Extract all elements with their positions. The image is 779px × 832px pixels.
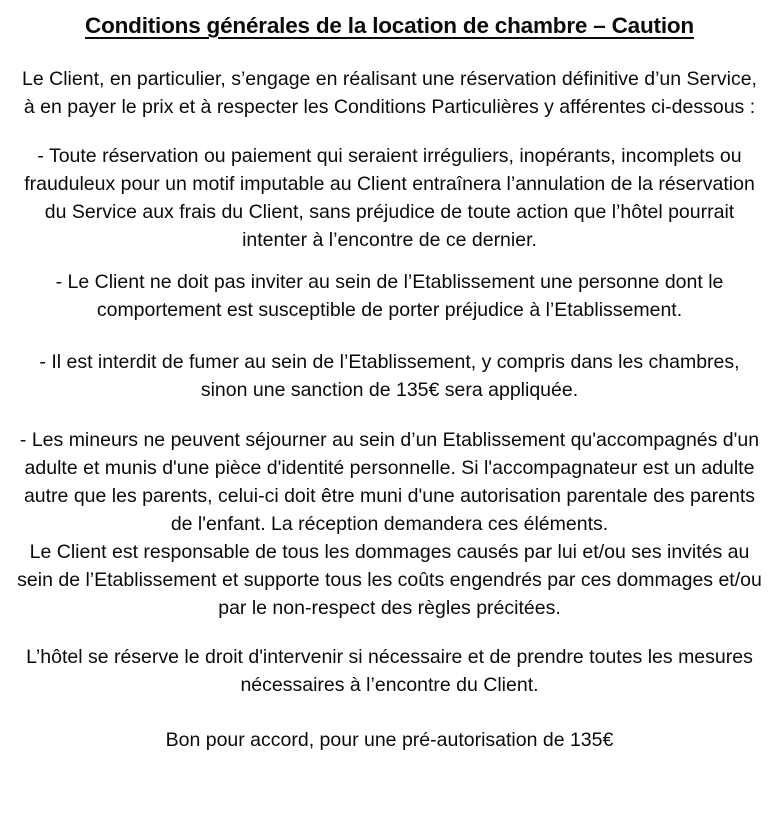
paragraph-clause-damages: Le Client est responsable de tous les dommages causés par lui et/ou ses invités au sein de l’Etablissement et supporte tous les coûts engendrés par ces dommages et/ou par le non-respect des règles précitées. (17, 541, 762, 619)
paragraph-clause-hotel-rights: L’hôtel se réserve le droit d'intervenir si nécessaire et de prendre toutes les mesures nécessaires à l’encontre du Client. (26, 646, 753, 696)
paragraph-clause-guests: - Le Client ne doit pas inviter au sein de l’Etablissement une personne dont le comportement est susceptible de porter préjudice à l’Etablissement. (55, 271, 724, 321)
paragraph-intro: Le Client, en particulier, s’engage en réalisant une réservation définitive d’un Service, à en payer le prix et à respecter les Conditions Particulières y afférentes ci-dessous : (22, 68, 757, 118)
document-title: Conditions générales de la location de chambre – Caution (85, 13, 694, 38)
paragraph-clause-payment: - Toute réservation ou paiement qui seraient irréguliers, inopérants, incomplets ou frauduleux pour un motif imputable au Client entraînera l’annulation de la réservation du Service aux frais du Client, sans préjudice de toute action que l’hôtel pourrait intenter à l’encontre de ce dernier. (24, 145, 755, 251)
paragraph-clause-minors: - Les mineurs ne peuvent séjourner au sein d’un Etablissement qu'accompagnés d'un adulte et munis d'une pièce d'identité personnelle. Si l'accompagnateur est un adulte autre que les parents, celui-ci doit être muni d'une autorisation parentale des parents de l'enfant. La réception demandera ces éléments. (19, 429, 760, 535)
closing-authorization-line: Bon pour accord, pour une pré-autorisation de 135€ (165, 729, 614, 751)
paragraph-clause-smoking: - Il est interdit de fumer au sein de l’Etablissement, y compris dans les chambres, sinon une sanction de 135€ sera appliquée. (39, 351, 740, 401)
